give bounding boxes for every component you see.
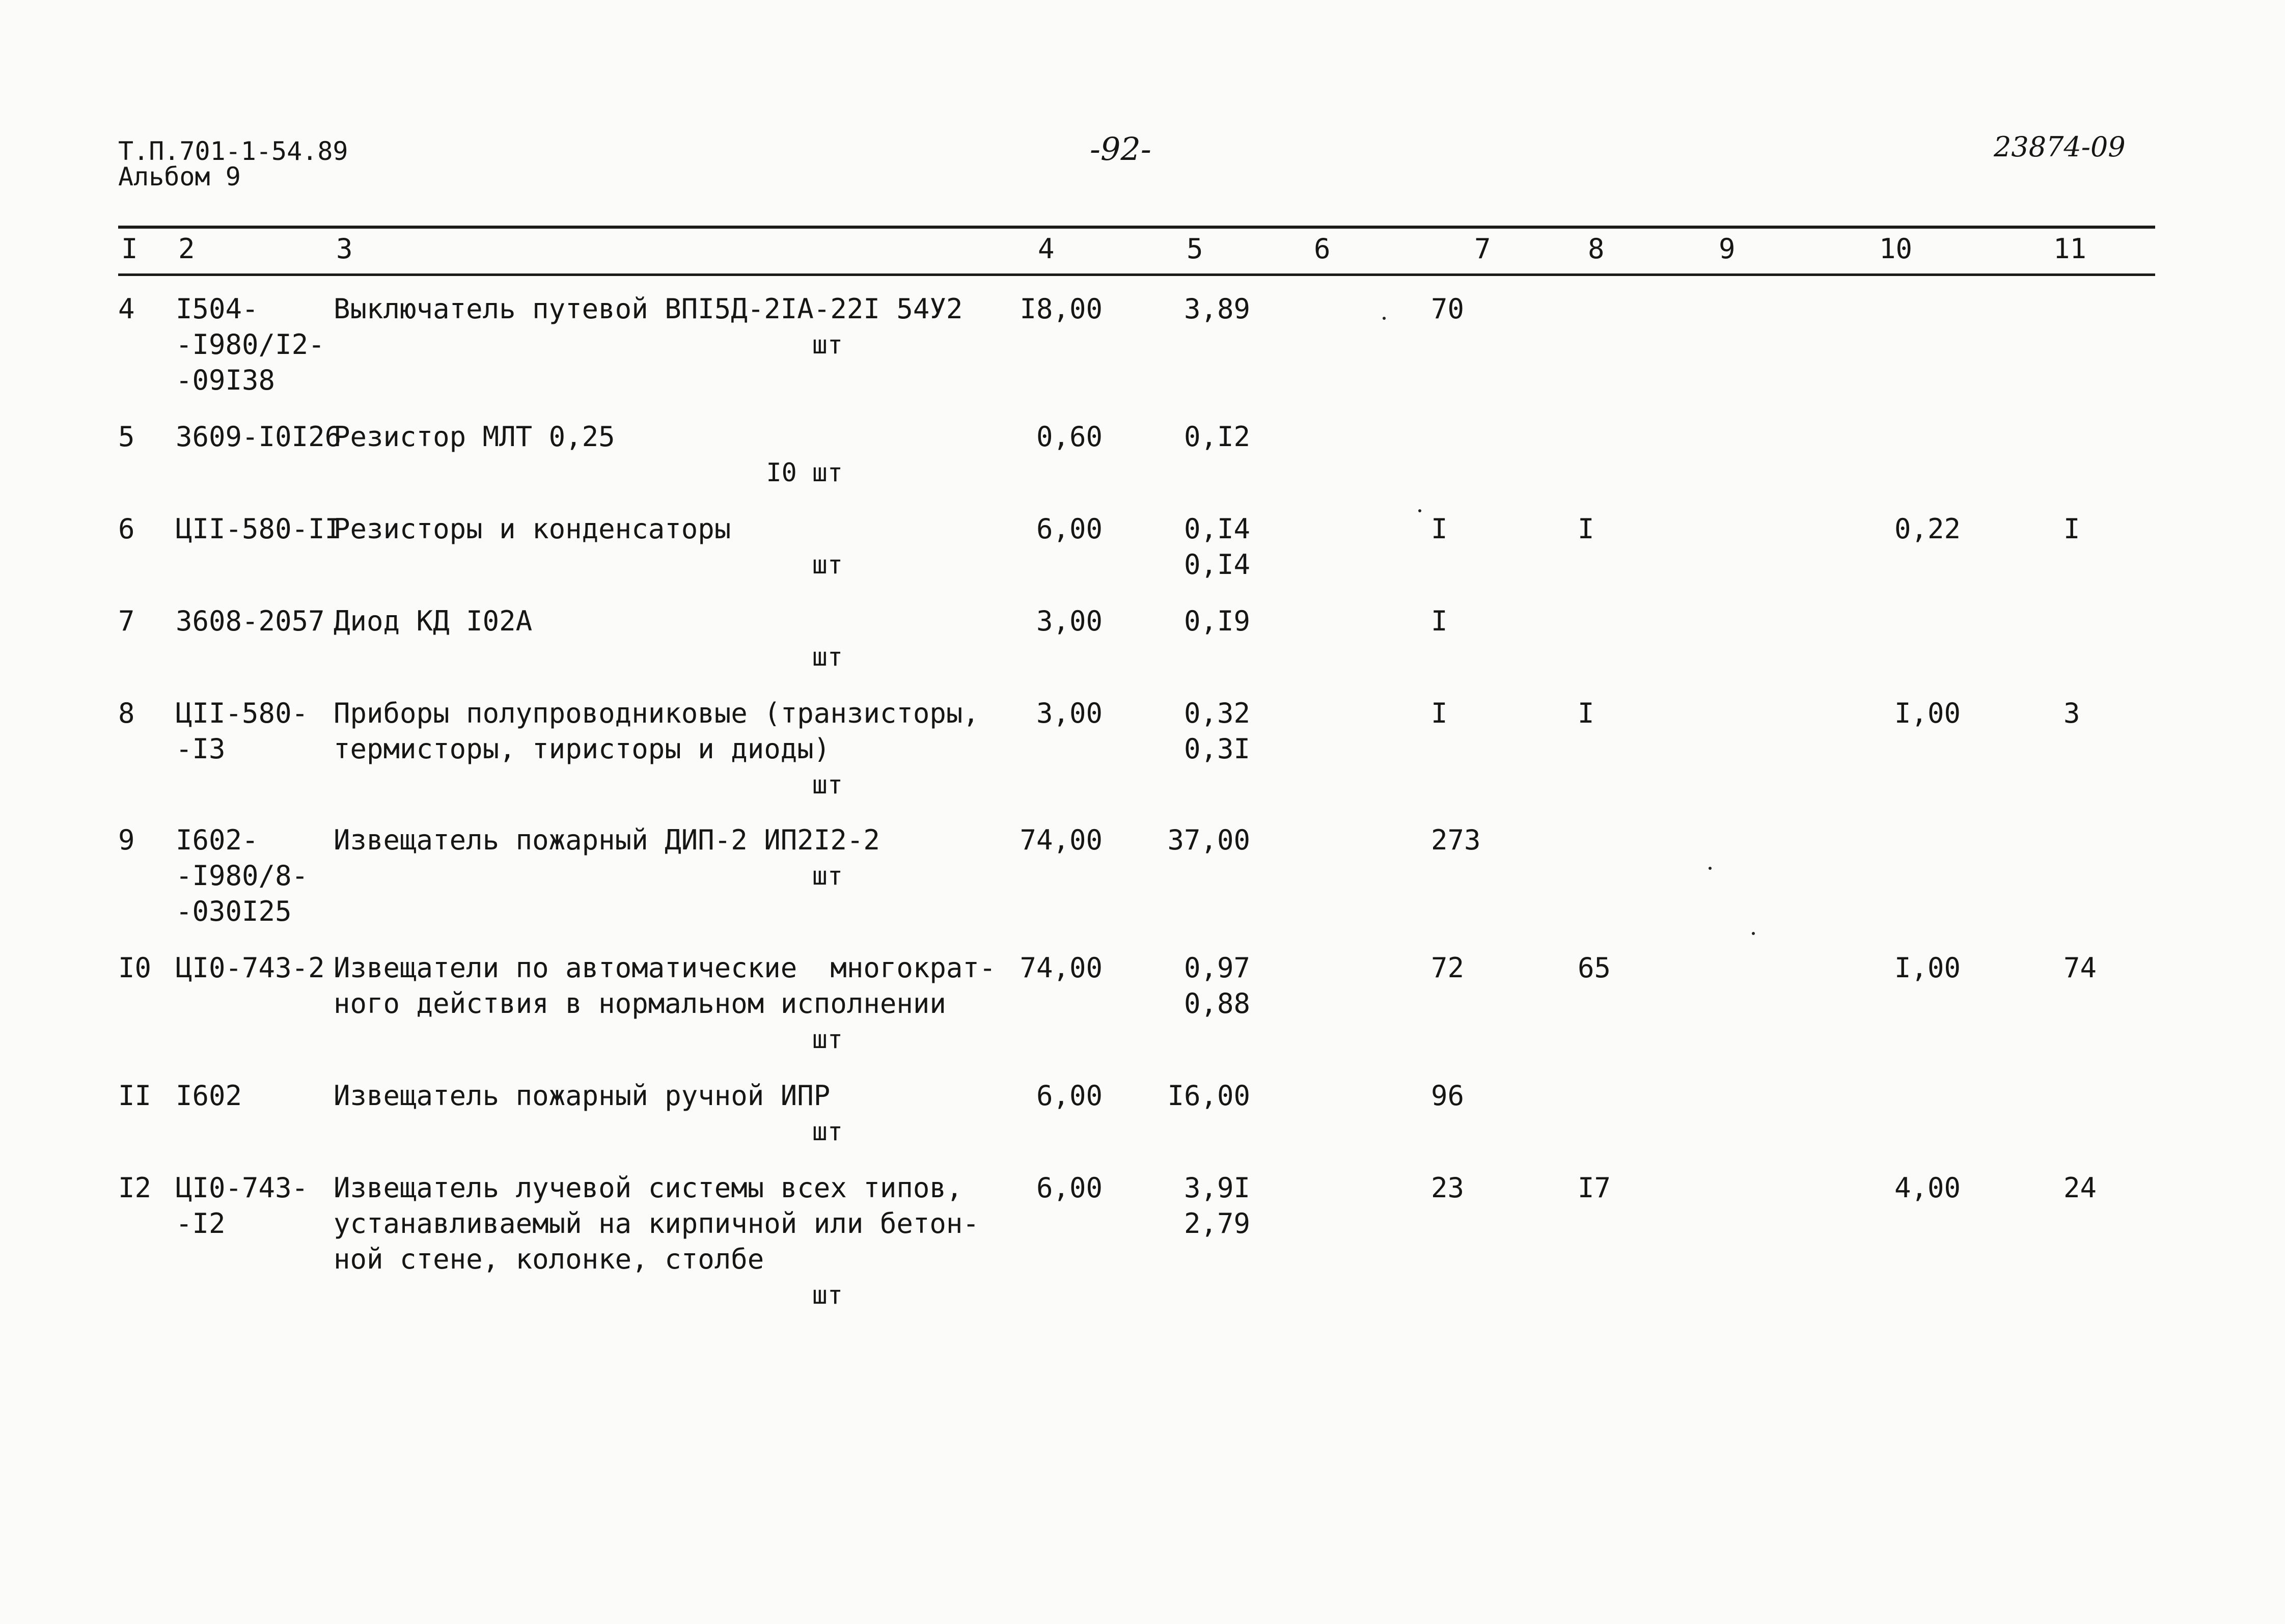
cell-col-2-line: 3608-2057 (176, 605, 325, 637)
cell-col-7: 273 (1431, 824, 1481, 856)
cell-col-8: I (1578, 513, 1594, 545)
column-header-8: 8 (1588, 233, 1605, 265)
page-number: -92- (1090, 130, 1151, 168)
cell-col-11: 24 (2063, 1172, 2097, 1204)
cell-col-4: 6,00 (1036, 1172, 1103, 1204)
cell-col-4: 3,00 (1036, 697, 1103, 729)
scan-speck (1709, 867, 1712, 870)
cell-col-5-line: 0,3I (1183, 733, 1250, 765)
cell-col-3-line: Извещатель лучевой системы всех типов, (334, 1172, 963, 1204)
column-header-10: 10 (1879, 233, 1913, 265)
cell-col-4: 74,00 (1020, 824, 1103, 856)
cell-col-3-line: Выключатель путевой ВПI5Д-2IA-22I 54У2 (334, 293, 963, 325)
cell-col-5-line: 3,9I (1183, 1172, 1250, 1204)
cell-col-1: 9 (118, 824, 135, 856)
cell-col-3-line: Извещатель пожарный ручной ИПР (334, 1080, 831, 1112)
cell-col-5-line: 0,97 (1183, 952, 1250, 984)
scan-speck (1418, 509, 1421, 512)
cell-col-1: 6 (118, 513, 135, 545)
column-header-11: 11 (2053, 233, 2087, 265)
cell-col-3-line: термисторы, тиристоры и диоды) (334, 733, 831, 765)
cell-col-3-line: ного действия в нормальном исполнении (334, 987, 946, 1020)
cell-col-5-line: I6,00 (1167, 1080, 1250, 1112)
cell-col-2-line: I504- (176, 293, 259, 325)
scan-speck (1752, 932, 1755, 935)
cell-col-2-line: -I3 (176, 733, 226, 765)
cell-col-11: 3 (2063, 697, 2080, 729)
unit-label: шт (812, 1025, 843, 1054)
cell-col-1: I2 (118, 1172, 152, 1204)
cell-col-2-line: -I2 (176, 1207, 226, 1240)
cell-col-3-line: устанавливаемый на кирпичной или бетон- (334, 1207, 979, 1240)
cell-col-5-line: 0,I9 (1183, 605, 1250, 637)
cell-col-1: 8 (118, 697, 135, 729)
cell-col-1: I0 (118, 952, 152, 984)
cell-col-5-line: 3,89 (1183, 293, 1250, 325)
cell-col-4: I8,00 (1020, 293, 1103, 325)
cell-col-10: 0,22 (1894, 513, 1961, 545)
cell-col-4: 3,00 (1036, 605, 1103, 637)
cell-col-4: 0,60 (1036, 421, 1103, 453)
cell-col-5-line: 2,79 (1183, 1207, 1250, 1240)
cell-col-2-line: -I980/8- (176, 860, 309, 892)
document-number: 23874-09 (1994, 131, 2126, 163)
unit-label: шт (812, 770, 843, 800)
cell-col-1: 7 (118, 605, 135, 637)
cell-col-2-line: -I980/I2- (176, 328, 325, 361)
cell-col-7: 70 (1431, 293, 1465, 325)
cell-col-5-line: 0,32 (1183, 697, 1250, 729)
cell-col-3-line: Извещатели по автоматические многократ- (334, 952, 996, 984)
cell-col-3-line: ной стене, колонке, столбе (334, 1243, 764, 1275)
cell-col-7: 72 (1431, 952, 1465, 984)
column-header-9: 9 (1719, 233, 1736, 265)
cell-col-8: I (1578, 697, 1594, 729)
cell-col-8: I7 (1578, 1172, 1611, 1204)
cell-col-3-line: Приборы полупроводниковые (транзисторы, (334, 697, 979, 729)
cell-col-3-line: Извещатель пожарный ДИП-2 ИП2I2-2 (334, 824, 880, 856)
cell-col-2-line: -030I25 (176, 895, 292, 927)
cell-col-4: 74,00 (1020, 952, 1103, 984)
cell-col-2-line: I602- (176, 824, 259, 856)
cell-col-5-line: 37,00 (1167, 824, 1250, 856)
cell-col-11: I (2063, 513, 2080, 545)
cell-col-2-line: ЦI0-743-2 (176, 952, 325, 984)
cell-col-2-line: ЦI0-743- (176, 1172, 309, 1204)
column-header-6: 6 (1314, 233, 1331, 265)
column-header-7: 7 (1474, 233, 1491, 265)
album-label: Альбом 9 (118, 162, 241, 191)
cell-col-5-line: 0,I2 (1183, 421, 1250, 453)
unit-label: шт (812, 1117, 843, 1146)
column-header-3: 3 (336, 233, 353, 265)
project-code: Т.П.701-1-54.89 (118, 136, 348, 166)
cell-col-5-line: 0,I4 (1183, 548, 1250, 581)
cell-col-2-line: I602 (176, 1080, 242, 1112)
unit-label: шт (812, 330, 843, 360)
cell-col-5-line: 0,I4 (1183, 513, 1250, 545)
cell-col-3-line: Резистор МЛТ 0,25 (334, 421, 615, 453)
unit-label: шт (812, 1280, 843, 1310)
cell-col-8: 65 (1578, 952, 1611, 984)
cell-col-2-line: ЦII-580-II (176, 513, 342, 545)
cell-col-11: 74 (2063, 952, 2097, 984)
cell-col-3-line: Резисторы и конденсаторы (334, 513, 731, 545)
scan-speck (1383, 317, 1386, 320)
table-header-rule (118, 273, 2155, 276)
cell-col-2-line: ЦII-580- (176, 697, 309, 729)
unit-label: I0 шт (766, 458, 843, 487)
cell-col-4: 6,00 (1036, 1080, 1103, 1112)
cell-col-2-line: 3609-I0I26 (176, 421, 342, 453)
cell-col-4: 6,00 (1036, 513, 1103, 545)
column-header-5: 5 (1187, 233, 1203, 265)
cell-col-7: I (1431, 513, 1448, 545)
cell-col-7: 96 (1431, 1080, 1465, 1112)
unit-label: шт (812, 861, 843, 891)
table-top-rule (118, 226, 2155, 229)
cell-col-10: I,00 (1894, 697, 1961, 729)
cell-col-7: I (1431, 605, 1448, 637)
unit-label: шт (812, 642, 843, 672)
cell-col-1: 4 (118, 293, 135, 325)
unit-label: шт (812, 550, 843, 580)
cell-col-1: 5 (118, 421, 135, 453)
cell-col-1: II (118, 1080, 152, 1112)
cell-col-3-line: Диод КД I02А (334, 605, 533, 637)
cell-col-10: 4,00 (1894, 1172, 1961, 1204)
cell-col-10: I,00 (1894, 952, 1961, 984)
cell-col-5-line: 0,88 (1183, 987, 1250, 1020)
column-header-1: I (121, 233, 138, 265)
cell-col-2-line: -09I38 (176, 364, 276, 396)
column-header-4: 4 (1038, 233, 1055, 265)
cell-col-7: 23 (1431, 1172, 1465, 1204)
cell-col-7: I (1431, 697, 1448, 729)
column-header-2: 2 (178, 233, 195, 265)
